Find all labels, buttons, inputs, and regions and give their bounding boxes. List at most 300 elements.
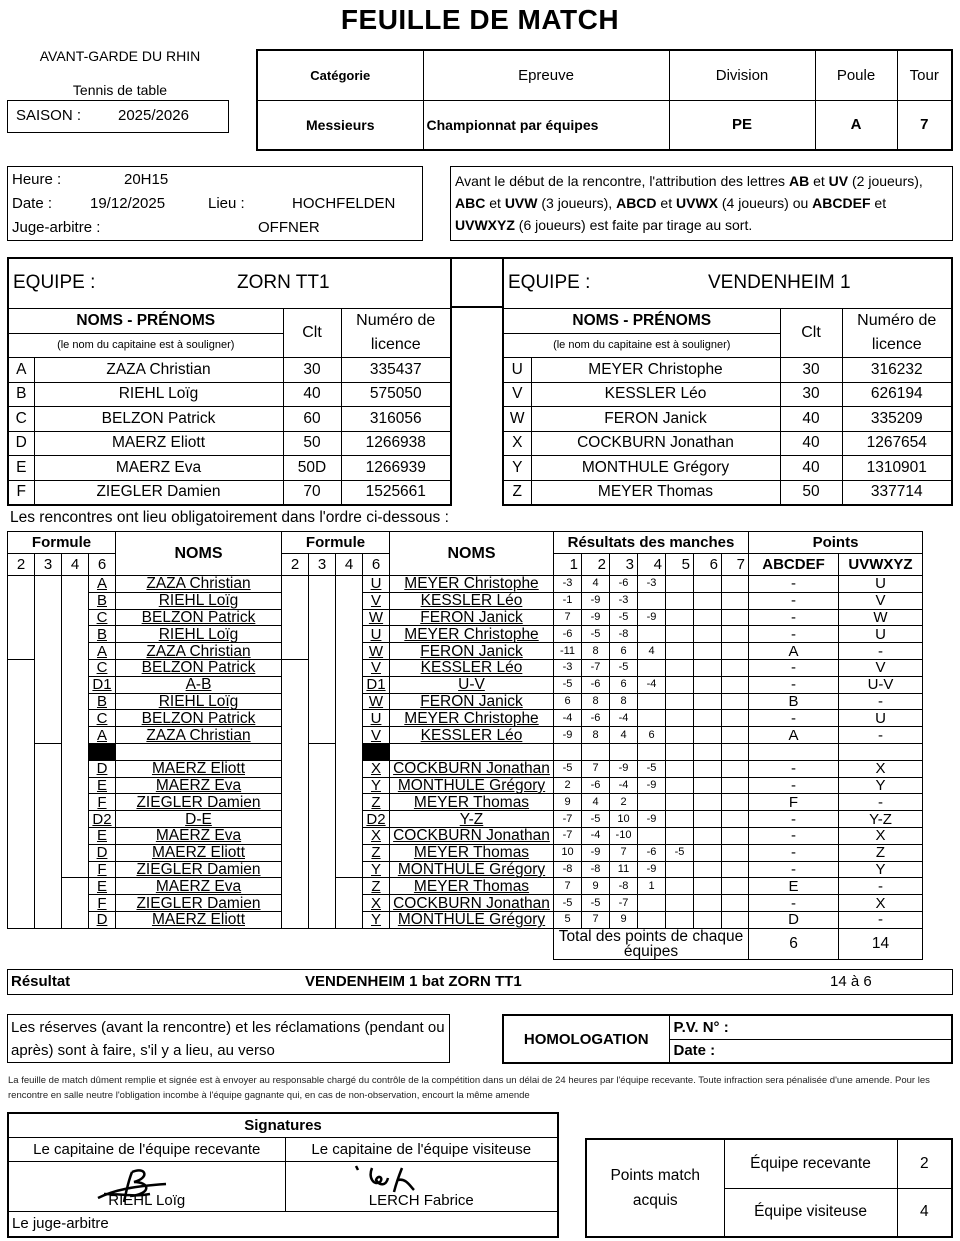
set-score: 9 [610,911,638,928]
points-uvwxyz: U [839,710,923,727]
points-uvwxyz [839,743,923,760]
formule-header-a: Formule [8,532,116,554]
set-col-header: 6 [694,554,722,576]
match-player-a: ZAZA Christian [116,727,282,744]
set-score [610,743,638,760]
sport-name: Tennis de table [72,82,168,98]
set-score [722,760,749,777]
points-abcdef: D [749,911,839,928]
match-player-a: ZIEGLER Damien [116,794,282,811]
set-score [722,609,749,626]
rule-text: et [870,195,887,211]
match-player-b: COCKBURN Jonathan [390,760,554,777]
points-uvwxyz: U [839,626,923,643]
set-score: -4 [610,710,638,727]
match-letter-b: V [363,592,390,609]
match-letter-b: U [363,576,390,593]
set-score [722,794,749,811]
set-score: -5 [582,811,610,828]
match-letter-b: U [363,626,390,643]
points-abcdef: A [749,727,839,744]
match-letter-a: E [89,777,116,794]
match-row [8,911,923,928]
set-score: 6 [610,643,638,660]
value-division: PE [669,100,815,150]
player-name: FERON Janick [531,407,780,432]
set-score [554,743,582,760]
set-score: 4 [582,794,610,811]
points-uvwxyz: - [839,643,923,660]
set-score: -9 [638,777,666,794]
set-score: 8 [610,693,638,710]
set-score: 4 [610,727,638,744]
points-header: Points [749,532,923,554]
match-row [8,827,923,844]
formule-4-bracket [336,576,363,878]
footer-note: La feuille de match dûment remplie et signée est à envoyer au responsable chargé du contrôle de la compétition dans un délai de 24 heures par l'équipe recevante. Toute infraction sera pénalisée d'une amende. Pour les rencontre en salle neutre l'obligation incombe à l'équipe gagnante qui, en cas de non-observation, encourt la même amende [8,1075,930,1101]
match-player-b: FERON Janick [390,609,554,626]
player-row [8,480,451,505]
set-score [694,659,722,676]
match-letter-a: C [89,659,116,676]
formule-2-bracket [282,659,309,928]
points-abcdef: - [749,827,839,844]
away-team-label: Équipe visiteuse [724,1188,897,1237]
set-score [694,643,722,660]
result-label: Résultat [11,973,71,990]
header-division: Division [669,50,815,100]
player-row [8,431,451,456]
points-abcdef: - [749,659,839,676]
set-score [722,693,749,710]
home-captain-name: RIEHL Loïg [108,1191,186,1209]
player-row [503,382,952,407]
team-b-clt-header: Clt [780,308,842,358]
set-score: -5 [554,760,582,777]
rule-text: (3 joueurs), [537,195,617,211]
date-value: 19/12/2025 [90,195,166,212]
points-abcdef: B [749,693,839,710]
set-score [722,643,749,660]
set-score [638,710,666,727]
totals-spacer [8,928,554,959]
set-score [694,760,722,777]
formule-a-col-header: 3 [35,554,62,576]
match-letter-b: V [363,659,390,676]
set-score [694,777,722,794]
match-letter-b: D2 [363,811,390,828]
set-score [666,710,694,727]
set-score [666,878,694,895]
set-score: 9 [582,878,610,895]
totals-b: 14 [839,928,923,959]
pv-label[interactable]: P.V. N° : [669,1015,952,1039]
juge-label: Juge-arbitre : [12,219,101,236]
rule-text: et [656,195,676,211]
home-captain-label: Le capitaine de l'équipe recevante [8,1137,285,1161]
match-player-a: ZIEGLER Damien [116,895,282,912]
set-score: -9 [582,844,610,861]
formule-3-bracket [309,743,336,928]
set-score [722,844,749,861]
match-row [8,592,923,609]
match-letter-a: C [89,710,116,727]
player-clt: 50 [283,431,341,456]
rule-text: (4 joueurs) ou [718,195,813,211]
match-row [8,878,923,895]
match-player-b: MEYER Thomas [390,878,554,895]
match-player-b: MONTHULE Grégory [390,777,554,794]
match-letter-a: B [89,693,116,710]
away-team-points: 4 [897,1188,952,1237]
match-letter-a: F [89,895,116,912]
formule-a-col-header: 2 [8,554,35,576]
set-score [722,743,749,760]
player-letter: Z [503,480,531,505]
set-score: -8 [582,861,610,878]
points-abcdef: - [749,777,839,794]
match-row [8,659,923,676]
player-licence: 335437 [341,358,451,383]
set-score [722,727,749,744]
formule-2-bracket [282,576,309,660]
set-score: -9 [638,609,666,626]
saison-label: SAISON : [16,107,82,124]
set-score [722,878,749,895]
team-a-licence-header-1: Numéro de [341,308,451,333]
match-letter-a: D [89,911,116,928]
judge-signature-label[interactable]: Le juge-arbitre [8,1211,558,1237]
set-score: -9 [582,609,610,626]
rule-letters: UVWX [676,195,718,211]
value-poule: A [815,100,897,150]
match-row [8,609,923,626]
match-letter-a: D1 [89,676,116,693]
points-uvwxyz: X [839,895,923,912]
player-name: RIEHL Loïg [34,382,283,407]
player-row [503,358,952,383]
heure-label: Heure : [12,171,62,188]
points-uvwxyz: - [839,693,923,710]
match-player-a [116,743,282,760]
match-player-b: FERON Janick [390,693,554,710]
points-abcdef: - [749,760,839,777]
match-player-a: D-E [116,811,282,828]
set-score: -4 [638,676,666,693]
set-score [694,743,722,760]
set-score: 7 [610,844,638,861]
set-score: 7 [554,609,582,626]
player-name: MEYER Thomas [531,480,780,505]
formule-b-col-header: 2 [282,554,309,576]
set-score: 8 [582,727,610,744]
match-row [8,895,923,912]
set-score: -5 [610,609,638,626]
player-letter: Y [503,456,531,481]
points-match-label-1: Points match [610,1167,701,1184]
team-b-equipe-label: EQUIPE : [508,272,591,294]
set-score [694,710,722,727]
noms-header-a: NOMS [116,532,282,576]
match-letter-b [363,743,390,760]
match-player-b: MEYER Thomas [390,794,554,811]
juge-value: OFFNER [258,219,320,236]
set-score: -6 [638,844,666,861]
points-match-label [586,1139,724,1237]
team-a-noms-header: NOMS - PRÉNOMS [8,308,283,333]
set-score [666,576,694,593]
match-player-b: FERON Janick [390,643,554,660]
set-score [722,576,749,593]
player-name: KESSLER Léo [531,382,780,407]
player-clt: 30 [283,358,341,383]
set-score [638,659,666,676]
points-uvwxyz: - [839,911,923,928]
match-row [8,710,923,727]
set-score [666,760,694,777]
set-score [722,592,749,609]
player-clt: 40 [780,431,842,456]
set-score: 2 [554,777,582,794]
noms-header-b: NOMS [390,532,554,576]
match-player-a: ZAZA Christian [116,643,282,660]
match-player-a: A-B [116,676,282,693]
points-abcdef [749,743,839,760]
player-clt: 70 [283,480,341,505]
match-letter-b: X [363,895,390,912]
set-score: -3 [554,659,582,676]
set-score [666,626,694,643]
match-letter-a: F [89,861,116,878]
set-score: -3 [638,576,666,593]
set-score: -5 [554,676,582,693]
set-score: 8 [582,643,610,660]
match-row [8,811,923,828]
player-clt: 60 [283,407,341,432]
player-letter: U [503,358,531,383]
player-licence: 335209 [842,407,952,432]
set-score [722,710,749,727]
value-epreuve: Championnat par équipes [423,100,669,150]
match-letter-a: D [89,844,116,861]
set-score [638,827,666,844]
points-uvwxyz: - [839,794,923,811]
match-player-b: KESSLER Léo [390,659,554,676]
points-uvwxyz: X [839,827,923,844]
header-epreuve: Epreuve [423,50,669,100]
set-score: -6 [610,576,638,593]
player-clt: 30 [780,382,842,407]
totals-label: Total des points de chaque équipes [554,928,749,959]
match-letter-a: D [89,760,116,777]
match-player-a: MAERZ Eva [116,777,282,794]
team-a-clt-header: Clt [283,308,341,358]
player-row [8,456,451,481]
set-score: 6 [638,727,666,744]
away-captain-name: LERCH Fabrice [368,1191,474,1209]
player-clt: 40 [283,382,341,407]
match-player-b: MONTHULE Grégory [390,911,554,928]
match-row [8,693,923,710]
formule-4-bracket [336,878,363,928]
player-clt: 30 [780,358,842,383]
set-score: -5 [666,844,694,861]
competition-table [256,49,953,151]
rule-text: et [809,173,829,189]
player-letter: X [503,431,531,456]
points-uvwxyz: Y [839,777,923,794]
home-team-label: Équipe recevante [724,1139,897,1188]
set-score: 6 [610,676,638,693]
formule-3-bracket [35,576,62,744]
player-row [8,407,451,432]
player-letter: C [8,407,34,432]
away-signature-cell[interactable] [285,1161,558,1211]
player-licence: 626194 [842,382,952,407]
set-score [694,895,722,912]
points-abcdef: - [749,609,839,626]
match-row [8,643,923,660]
player-letter: B [8,382,34,407]
player-name: BELZON Patrick [34,407,283,432]
points-uvwxyz: V [839,592,923,609]
set-score [722,626,749,643]
matches-table [7,531,923,960]
home-signature-cell[interactable] [8,1161,285,1211]
rule-letters: ABCDEF [812,195,871,211]
value-tour: 7 [897,100,952,150]
formule-header-b: Formule [282,532,390,554]
match-player-b: KESSLER Léo [390,592,554,609]
formule-3-bracket [309,576,336,744]
match-player-b: U-V [390,676,554,693]
set-score: 7 [582,911,610,928]
points-abcdef: - [749,861,839,878]
away-signature-icon [350,1164,430,1196]
team-b-noms-header: NOMS - PRÉNOMS [503,308,780,333]
set-score [694,811,722,828]
set-score [694,576,722,593]
points-abcdef: F [749,794,839,811]
result-box [7,969,953,995]
result-score: 14 à 6 [830,973,872,990]
points-abcdef: A [749,643,839,660]
set-score [638,911,666,928]
set-score: -10 [610,827,638,844]
points-match-label-2: acquis [632,1192,678,1209]
resultats-header: Résultats des manches [554,532,749,554]
points-abcdef: - [749,844,839,861]
match-player-a: RIEHL Loïg [116,626,282,643]
set-score [694,676,722,693]
player-letter: A [8,358,34,383]
set-score [638,592,666,609]
set-score [666,895,694,912]
match-row [8,743,923,760]
set-score [638,693,666,710]
set-score: 7 [554,878,582,895]
set-score [666,861,694,878]
set-score [582,743,610,760]
home-team-points: 2 [897,1139,952,1188]
rule-letters: UV [828,173,849,189]
rule-letters: ABCD [616,195,657,211]
set-score: -3 [554,576,582,593]
points-abcdef: - [749,811,839,828]
formule-3-bracket [35,743,62,928]
match-letter-b: U [363,710,390,727]
match-player-b [390,743,554,760]
player-letter: V [503,382,531,407]
formule-2-bracket [8,576,35,660]
set-score [638,743,666,760]
set-score [666,811,694,828]
points-abcdef: - [749,676,839,693]
set-score: -5 [582,626,610,643]
rule-text: Avant le début de la rencontre, l'attribution des lettres [455,173,789,189]
match-player-a: BELZON Patrick [116,710,282,727]
set-score [666,609,694,626]
set-score: 10 [554,844,582,861]
order-note: Les rencontres ont lieu obligatoirement dans l'ordre ci-dessous : [10,509,449,526]
result-text: VENDENHEIM 1 bat ZORN TT1 [305,973,522,990]
set-score [722,777,749,794]
set-score [722,895,749,912]
set-score: -7 [554,811,582,828]
rule-letters: UVWXYZ [455,217,515,233]
player-licence: 1267654 [842,431,952,456]
set-score: -7 [610,895,638,912]
player-licence: 337714 [842,480,952,505]
points-abcdef: - [749,710,839,727]
player-letter: D [8,431,34,456]
signatures-table [7,1112,559,1238]
player-clt: 40 [780,456,842,481]
header-categorie: Catégorie [257,50,423,100]
player-licence: 1266938 [341,431,451,456]
match-row [8,727,923,744]
set-score: -8 [610,626,638,643]
match-player-b: KESSLER Léo [390,727,554,744]
player-letter: F [8,480,34,505]
match-letter-b: Y [363,777,390,794]
set-score: -4 [582,827,610,844]
saison-value: 2025/2026 [118,107,189,124]
match-player-a: RIEHL Loïg [116,693,282,710]
match-letter-b: V [363,727,390,744]
match-letter-b: X [363,827,390,844]
team-b-licence-header-2: licence [842,333,952,358]
match-letter-a: B [89,592,116,609]
rule-text: et [485,195,505,211]
points-uvwxyz-header: UVWXYZ [839,554,923,576]
team-a-equipe-label: EQUIPE : [13,272,96,294]
match-letter-b: D1 [363,676,390,693]
formule-b-col-header: 6 [363,554,390,576]
set-col-header: 4 [638,554,666,576]
set-score: -9 [554,727,582,744]
homologation-date-label[interactable]: Date : [669,1039,952,1063]
formule-a-col-header: 4 [62,554,89,576]
set-score [694,827,722,844]
lieu-value: HOCHFELDEN [292,195,396,212]
page-title: FEUILLE DE MATCH [340,4,620,35]
set-score [666,659,694,676]
set-score: -6 [582,676,610,693]
points-uvwxyz: W [839,609,923,626]
match-letter-a: A [89,727,116,744]
set-score: -4 [610,777,638,794]
